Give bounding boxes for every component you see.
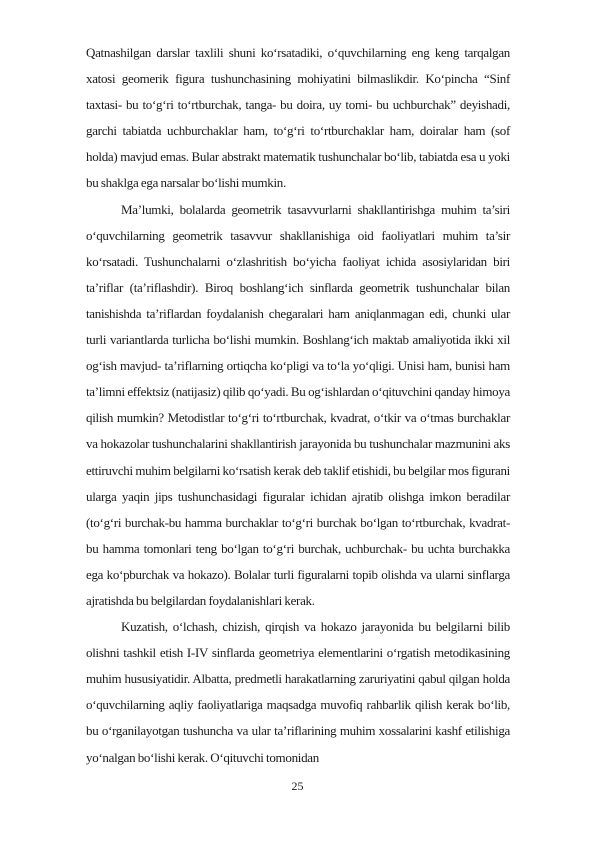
paragraph-1: Qatnashilgan darslar taxlili shuni ko‘rsatadiki, o‘quvchilarning eng keng tarqalgan xatosi geomerik figura tushunchasining mohiyatini bilmaslikdir. Ko‘pincha “Sinf taxtasi- bu to‘g‘ri to‘rtburchak, tanga- bu doira, uy tomi- bu uchburchak” deyishadi, garchi tabiatda uchburchaklar ham, to‘g‘ri to‘rtburchaklar ham, doiralar ham (sof holda) mavjud emas. Bular abstrakt matematik tushunchalar bo‘lib, tabiatda esa u yoki bu shaklga ega narsalar bo‘lishi mumkin. xyxy=(86,45,510,191)
page-body xyxy=(86,40,510,771)
paragraph-3: Kuzatish, o‘lchash, chizish, qirqish va hokazo jarayonida bu belgilarni bilib olishni tashkil etish I-IV sinflarda geometriya elementlarini o‘rgatish metodikasining muhim hususiyatidir. Albatta, predmetli harakatlarning zaruriyatini qabul qilgan holda o‘quvchilarning aqliy faoliyatlariga maqsadga muvofiq rahbarlik qilish kerak bo‘lib, bu o‘rganilayotgan tushuncha va ular ta’riflarining muhim xossalarini kashf etilishiga yo‘nalgan bo‘lishi kerak. O‘qituvchi tomonidan xyxy=(86,619,510,765)
paragraph-2: Ma’lumki, bolalarda geometrik tasavvurlarni shakllantirishga muhim ta’siri o‘quvchilarning geometrik tasavvur shakllanishiga oid faoliyatlari muhim ta’sir ko‘rsatadi. Tushunchalarni o‘zlashritish bo‘yicha faoliyat ichida asosiylaridan biri ta’riflar (ta’riflashdir). Biroq boshlang‘ich sinflarda geometrik tushunchalar bilan tanishishda ta’riflardan foydalanish chegaralari ham aniqlanmagan edi, chunki ular turli variantlarda turlicha bo‘lishi mumkin. Boshlang‘ich maktab amaliyotida ikki xil og‘ish mavjud- ta’riflarning ortiqcha ko‘pligi va to‘la yo‘qligi. Unisi ham, bunisi ham ta’limni effektsiz (natijasiz) qilib qo‘yadi. Bu og‘ishlardan o‘qituvchini qanday himoya qilish mumkin? Metodistlar to‘g‘ri to‘rtburchak, kvadrat, o‘tkir va o‘tmas burchaklar va hokazolar tushunchalarini shakllantirish jarayonida bu tushunchalar mazmunini aks ettiruvchi muhim belgilarni ko‘rsatish kerak deb taklif etishidi, bu belgilar mos figurani ularga yaqin jips tushunchasidagi figuralar ichidan ajratib olishga imkon beradilar (to‘g‘ri burchak-bu hamma burchaklar to‘g‘ri burchak bo‘lgan to‘rtburchak, kvadrat- bu hamma tomonlari teng bo‘lgan to‘g‘ri burchak, uchburchak- bu uchta burchakka ega ko‘pburchak va hokazo). Bolalar turli figuralarni topib olishda va ularni sinflarga ajratishda bu belgilardan foydalanishlari kerak. xyxy=(86,201,510,608)
page-number: 25 xyxy=(291,779,304,793)
